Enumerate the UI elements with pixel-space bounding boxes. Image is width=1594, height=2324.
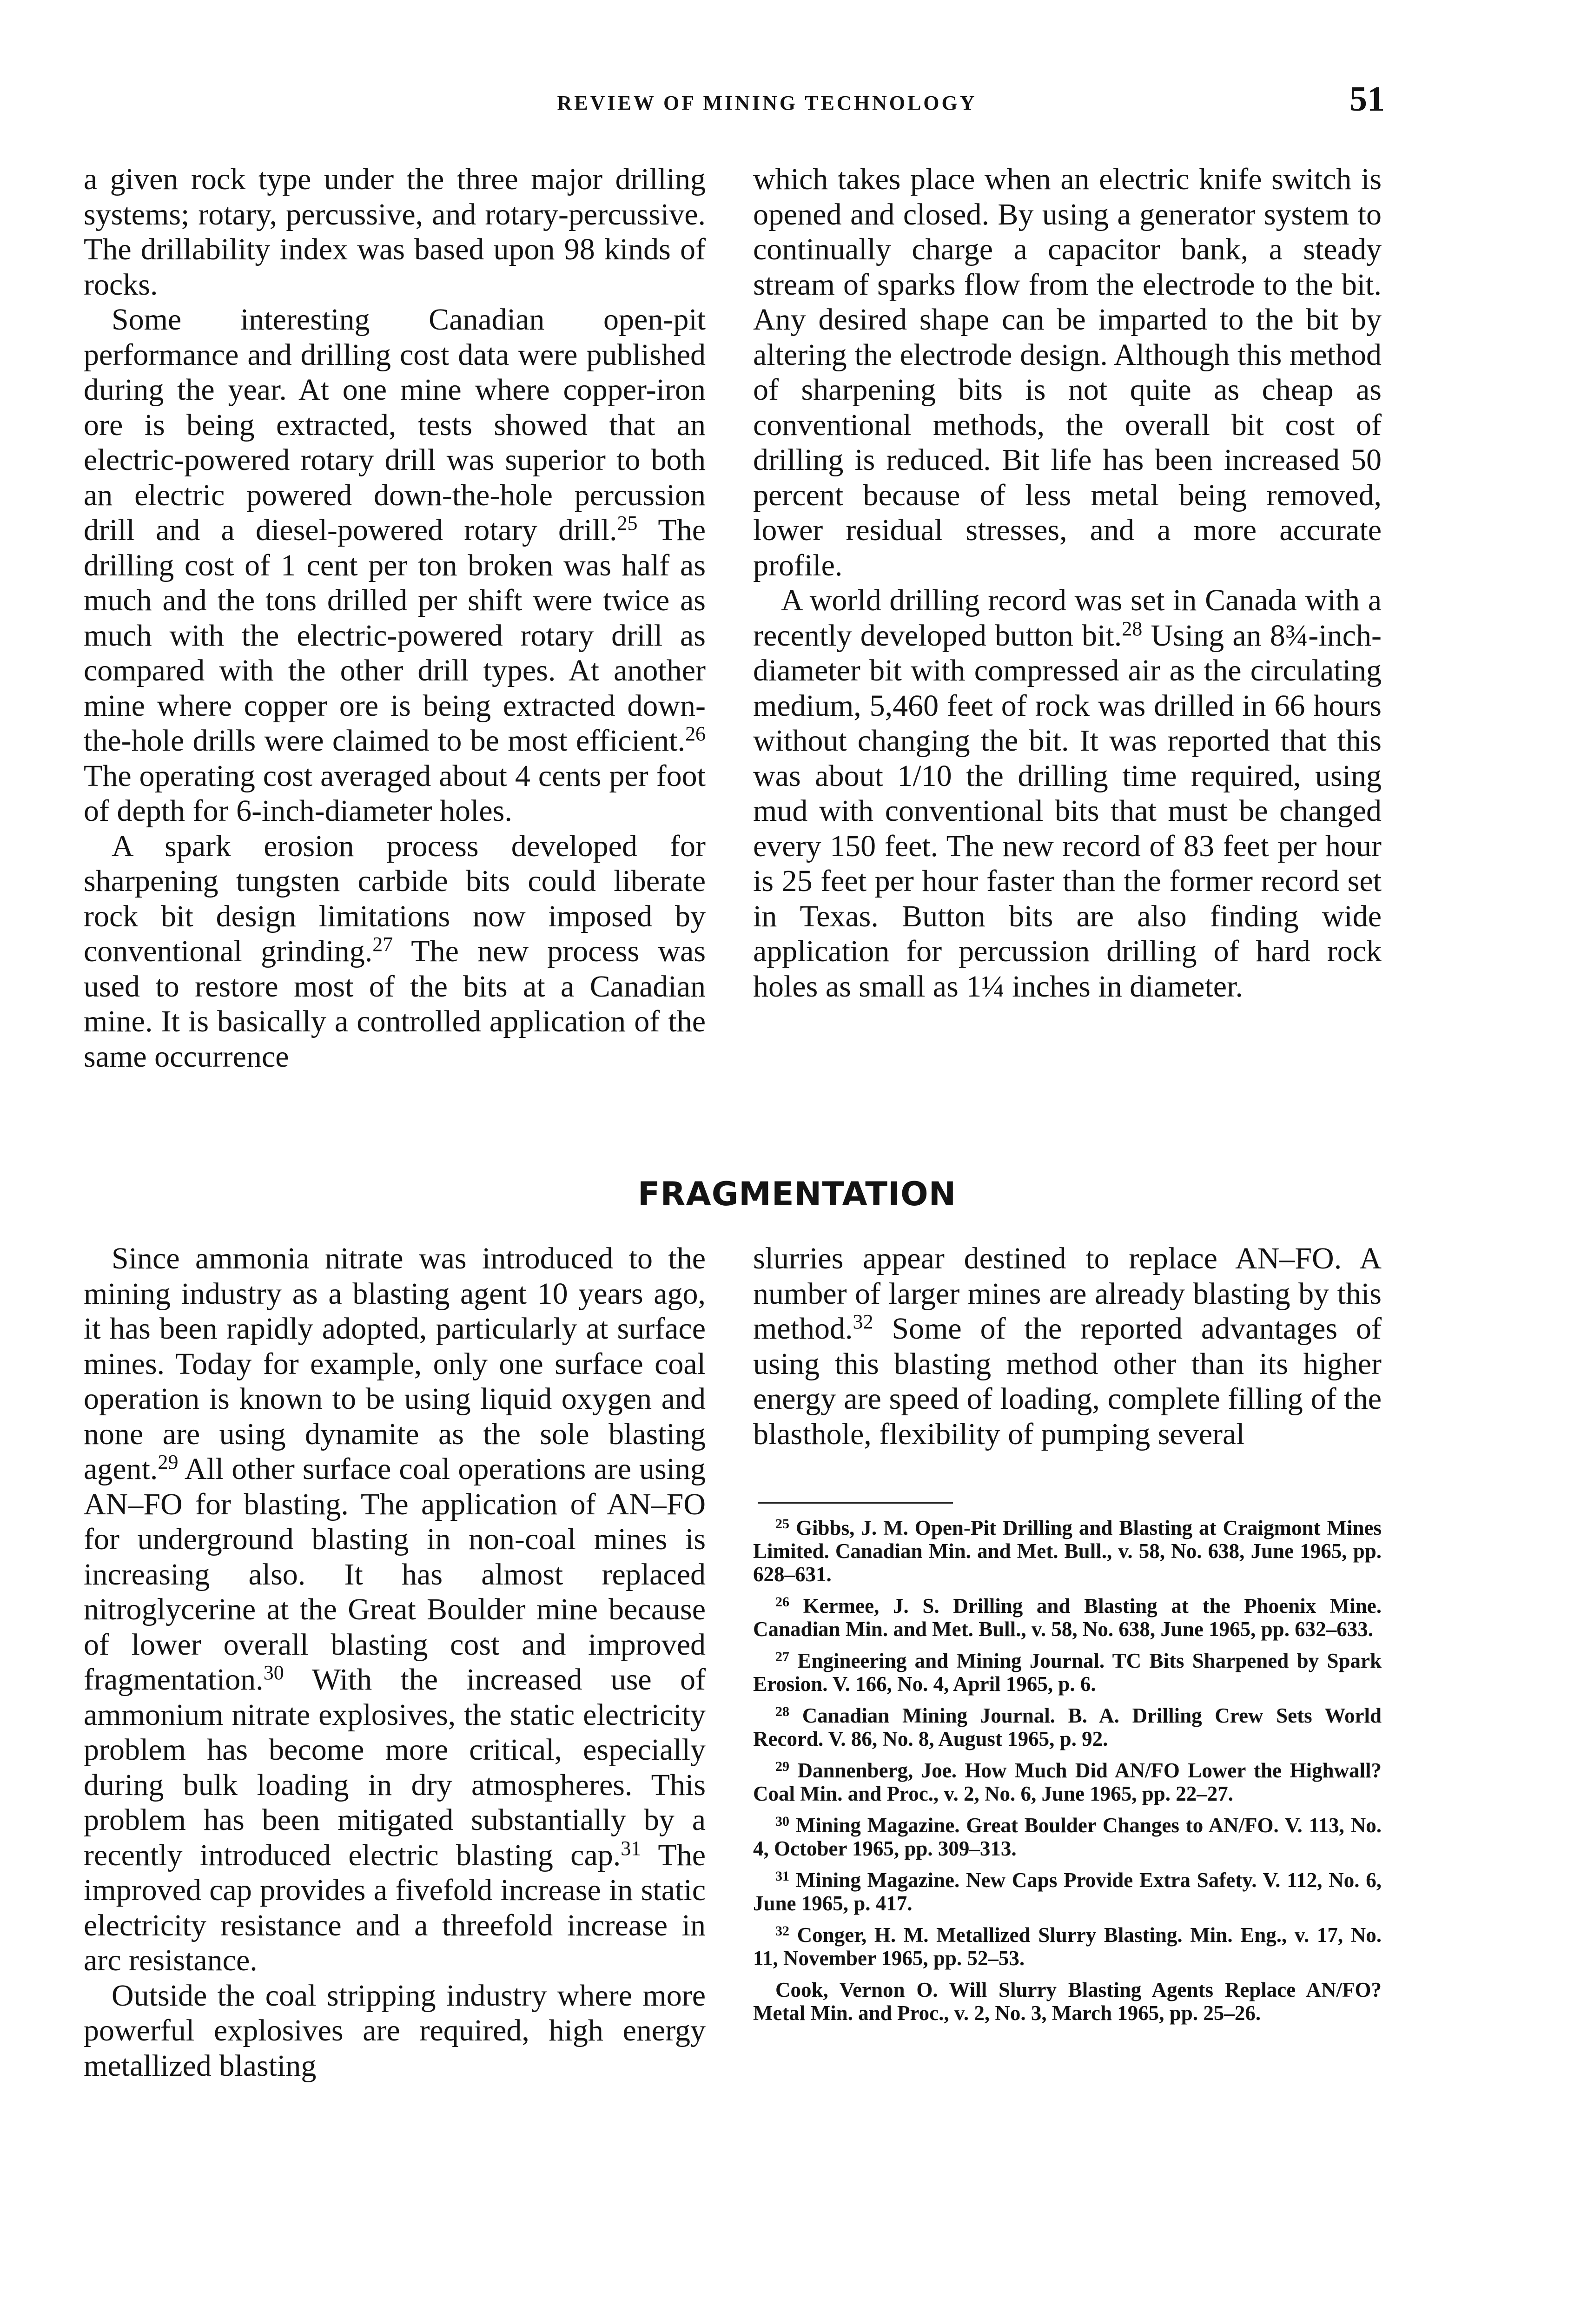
footnote-number: 26 xyxy=(775,1594,789,1610)
footnote-ref: 32 xyxy=(853,1310,873,1333)
footnote: $^{28}$ Canadian Mining Journal. B. A. Drilling Crew Sets World Record. V. 86, No. 8, August 1965, p. 92. xyxy=(753,1704,1382,1750)
paragraph: Some interesting Canadian open-pit performance and drilling cost data were published during the year. At one mine where copper-iron ore is being extracted, tests showed that an electric-powered rotary drill was superior to both an electric powered down-the-hole percussion drill and a diesel-powered rotary drill.$^{25}$ The drilling cost of 1 cent per ton broken was half as much and the tons drilled per shift were twice as much with the electric-powered rotary drill as compared with the other drill types. At another mine where copper ore is being extracted down-the-hole drills were claimed to be most efficient.$^{26}$ The operating cost averaged about 4 cents per foot of depth for 6-inch-diameter holes. xyxy=(84,303,706,828)
bottom-right-column xyxy=(753,1241,1382,1452)
paragraph: A world drilling record was set in Canada with a recently developed button bit.$^{28}$ Using an 8¾-inch-diameter bit with compressed air as the circulating medium, 5,460 feet of rock was drilled in 66 hours without changing the bit. It was reported that this was about 1/10 the drilling time required, using mud with conventional bits that must be changed every 150 feet. The new record of 83 feet per hour is 25 feet per hour faster than the former record set in Texas. Button bits are also finding wide application for percussion drilling of hard rock holes as small as 1¼ inches in diameter. xyxy=(753,583,1382,1004)
footnote-ref: 31 xyxy=(621,1836,642,1860)
footnote-ref: 30 xyxy=(263,1661,284,1684)
footnote-number: 30 xyxy=(775,1814,789,1829)
footnote-number: 27 xyxy=(775,1649,789,1664)
footnote-ref: 28 xyxy=(1122,617,1143,640)
footnote-number: 28 xyxy=(775,1704,789,1719)
paragraph: A spark erosion process developed for sharpening tungsten carbide bits could liberate rock bit design limitations now imposed by conventional grinding.$^{27}$ The new process was used to restore most of the bits at a Canadian mine. It is basically a controlled application of the same occurrence xyxy=(84,829,706,1074)
footnote: $^{30}$ Mining Magazine. Great Boulder Changes to AN/FO. V. 113, No. 4, October 1965, pp. 309–313. xyxy=(753,1814,1382,1860)
footnote: $^{32}$ Conger, H. M. Metallized Slurry Blasting. Min. Eng., v. 17, No. 11, November 1965, pp. 52–53. xyxy=(753,1923,1382,1970)
footnote-ref: 25 xyxy=(617,512,638,535)
paragraph: slurries appear destined to replace AN–FO. A number of larger mines are already blasting by this method.$^{32}$ Some of the reported advantages of using this blasting method other than its higher energy are speed of loading, complete filling of the blasthole, flexibility of pumping several xyxy=(753,1241,1382,1451)
footnote: Cook, Vernon O. Will Slurry Blasting Agents Replace AN/FO? Metal Min. and Proc., v. 2, No. 3, March 1965, pp. 25–26. xyxy=(753,1978,1382,2025)
footnote-number: 32 xyxy=(775,1923,789,1939)
running-title: REVIEW OF MINING TECHNOLOGY xyxy=(557,92,977,114)
top-left-column xyxy=(84,162,706,1074)
footnote: $^{31}$ Mining Magazine. New Caps Provide Extra Safety. V. 112, No. 6, June 1965, p. 417. xyxy=(753,1868,1382,1915)
footnote: $^{25}$ Gibbs, J. M. Open-Pit Drilling and Blasting at Craigmont Mines Limited. Canadian Min. and Met. Bull., v. 58, No. 638, June 1965, pp. 628–631. xyxy=(753,1516,1382,1586)
page-number: 51 xyxy=(1349,79,1385,119)
paragraph: which takes place when an electric knife switch is opened and closed. By using a generator system to continually charge a capacitor bank, a steady stream of sparks flow from the electrode to the bit. Any desired shape can be imparted to the bit by altering the electrode design. Although this method of sharpening bits is not quite as cheap as conventional methods, the overall bit cost of drilling is reduced. Bit life has been increased 50 percent because of less metal being removed, lower residual stresses, and a more accurate profile. xyxy=(753,162,1382,582)
footnote: $^{29}$ Dannenberg, Joe. How Much Did AN/FO Lower the Highwall? Coal Min. and Proc., v. 2, No. 6, June 1965, pp. 22–27. xyxy=(753,1759,1382,1805)
paragraph: Since ammonia nitrate was introduced to the mining industry as a blasting agent 10 years ago, it has been rapidly adopted, particularly at surface mines. Today for example, only one surface coal operation is known to be using liquid oxygen and none are using dynamite as the sole blasting agent.$^{29}$ All other surface coal operations are using AN–FO for blasting. The application of AN–FO for underground blasting in non-coal mines is increasing also. It has almost replaced nitroglycerine at the Great Boulder mine because of lower overall blasting cost and improved fragmentation.$^{30}$ With the increased use of ammonium nitrate explosives, the static electricity problem has become more critical, especially during bulk loading in dry atmospheres. This problem has been mitigated substantially by a recently introduced electric blasting cap.$^{31}$ The improved cap provides a fivefold increase in static electricity resistance and a threefold increase in arc resistance. xyxy=(84,1241,706,1977)
footnote: $^{26}$ Kermee, J. S. Drilling and Blasting at the Phoenix Mine. Canadian Min. and Met. Bull., v. 58, No. 638, June 1965, pp. 632–633. xyxy=(753,1594,1382,1641)
footnote-number: 29 xyxy=(775,1759,789,1774)
footnote-number: 31 xyxy=(775,1868,789,1884)
footnotes xyxy=(753,1516,1382,2033)
section-heading: FRAGMENTATION xyxy=(637,1175,957,1213)
footnote: $^{27}$ Engineering and Mining Journal. TC Bits Sharpened by Spark Erosion. V. 166, No. 4, April 1965, p. 6. xyxy=(753,1649,1382,1696)
footnote-ref: 29 xyxy=(158,1451,179,1473)
footnote-number: 25 xyxy=(775,1516,789,1532)
footnote-rule xyxy=(758,1502,953,1504)
paragraph: a given rock type under the three major drilling systems; rotary, percussive, and rotary-percussive. The drillability index was based upon 98 kinds of rocks. xyxy=(84,162,706,302)
paragraph: Outside the coal stripping industry where more powerful explosives are required, high energy metallized blasting xyxy=(84,1978,706,2083)
bottom-left-column xyxy=(84,1241,706,2083)
top-right-column xyxy=(753,162,1382,1004)
footnote-ref: 27 xyxy=(372,933,393,956)
footnote-ref: 26 xyxy=(685,722,706,745)
